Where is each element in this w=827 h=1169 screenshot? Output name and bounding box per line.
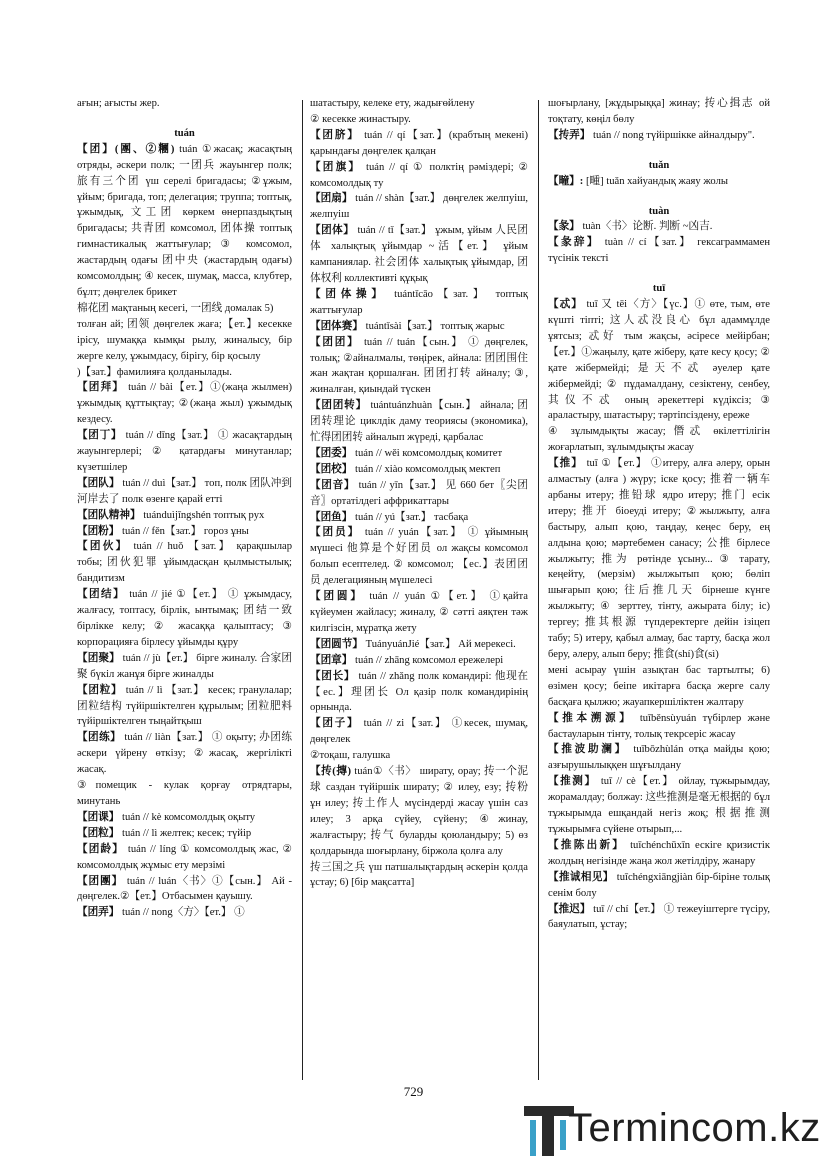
entry-definition: tuán // tǐ【зат.】 ұжым, ұйым 人民团体 халықтық ұйымдар ~活【ет.】 ұйым кампаниялар. 社会团体 халықтық ұйымдар, 团体权利 коллективті құқық xyxy=(310,225,528,284)
dictionary-entry xyxy=(310,128,528,160)
dictionary-entry xyxy=(310,637,528,653)
dictionary-entry xyxy=(77,428,292,476)
dictionary-entry xyxy=(548,742,770,774)
continuation-text: ② кесекке жинастыру. xyxy=(310,113,411,125)
entry-headword: 【忒】 xyxy=(548,299,583,311)
entry-definition: tuán // tuán【сын.】 ① дөңгелек, толық; ②айналмалы, төңірек, айнала: 团团围住 жан жақтан қоршалған. 团团打转 айналу; ③, жиналған, қиындай түскен xyxy=(310,336,528,396)
entry-headword: 【团员】 xyxy=(310,527,361,539)
dictionary-entry xyxy=(548,870,770,902)
syllable-heading: tuán xyxy=(174,127,195,139)
continuation-text: ④ зұлымдықты жасау; 僭忒 өкілеттілігін жоғарлатып, зұлымдықты жасау xyxy=(548,426,770,454)
entry-headword: 【团校】 xyxy=(310,463,353,475)
dictionary-entry xyxy=(310,398,528,446)
entry-headword: 【彖】 xyxy=(548,221,580,233)
dictionary-entry xyxy=(77,142,292,301)
continuation-text: шоғырлану, [жұдырыққа] жинау; 抟心揖志 ой тоқтату, көңіл бөлу xyxy=(548,98,770,125)
entry-definition: tuán // yuán【зат.】 ① ұйымның мүшесі 他算是个好团员 ол жақсы комсомол болып есептелед. ② комсомол; 【ес.】表团团员 делегацияның мүшелесі xyxy=(310,527,528,587)
dictionary-entry xyxy=(77,380,292,428)
entry-headword: 【推迟】 xyxy=(548,903,591,915)
dictionary-entry xyxy=(77,905,292,921)
continuation-text: мені асырау үшін азықтан бас тартылты; 6) өзімен қосу; беіпе икітарға басқа жерге салу басқаға қылжю; жауапкершіліктен жалтару xyxy=(548,664,770,708)
entry-definition: tuán // zi【зат.】 ①кесек, шумақ, дөңгелек xyxy=(310,718,528,746)
entry-definition: tuán // fěn【зат.】 гороз ұны xyxy=(122,525,249,537)
entry-definition: tuàn // cí【зат.】 гексаграммамен түсінік тексті xyxy=(548,237,770,265)
site-logo xyxy=(522,1100,821,1162)
dictionary-entry xyxy=(310,510,528,526)
entry-definition: tuán // xiào комсомолдық мектеп xyxy=(355,463,501,475)
entry-headword: 【团圆节】 xyxy=(310,638,363,650)
entry-headword: 【推波助澜】 xyxy=(548,744,628,756)
entry-definition: tuán // jù【ет.】 бірге жиналу. 合家团聚 бүкіл жанұя бірге жиналды xyxy=(77,652,292,680)
dictionary-entry xyxy=(310,191,528,223)
entry-definition: tuán // kè комсомолдық оқыту xyxy=(122,811,256,823)
entry-headword: 【团子】 xyxy=(310,718,360,730)
entry-headword: 【彖辞】 xyxy=(548,237,600,249)
spacer xyxy=(77,112,292,126)
dictionary-entry xyxy=(548,456,770,663)
entry-definition: tuán // lì 【зат.】 кесек; гранулалар; 团粒结构 түйіршіктелген құрылым; 团粒肥料 түйіршіктелген тыңайтқыш xyxy=(77,684,292,728)
entry-definition: tuīchénchūxīn ескіге қризистік жолдың негізінде жаңа жол жетілдіру, жанару xyxy=(548,839,770,867)
entry-definition: tuán // shàn【зат.】 дөңгелек желпуіш, желпуіш xyxy=(310,193,528,221)
entry-headword: 【推测】 xyxy=(548,776,597,788)
entry-headword: 【团粒】 xyxy=(77,684,123,696)
entry-definition: tuánduìjīngshén топтық рух xyxy=(143,509,265,521)
entry-headword: 【团团】 xyxy=(310,336,360,348)
entry-headword: 【团体操】 xyxy=(310,288,387,300)
entry-definition: tuán // luán〈书〉①【сын.】 Ай - дөңгелек.②【ет.】Отбасымен қауышу. xyxy=(77,875,292,903)
entry-headword: 【团扇】 xyxy=(310,193,353,205)
entry-definition: TuányuánJié【зат.】 Ай мерекесі. xyxy=(365,638,516,650)
dictionary-entry xyxy=(548,219,770,235)
syllable-heading: tuǎn xyxy=(648,159,670,171)
entry-headword: 【团课】 xyxy=(77,811,120,823)
entry-headword: 【团章】 xyxy=(310,654,353,666)
column-divider-1 xyxy=(302,100,303,1080)
entry-definition: tuán // wěi комсомолдық комитет xyxy=(355,447,503,459)
entry-definition: tuībōzhùlán отқа майды қою; азғырушылыққен шұғылдану xyxy=(548,744,770,772)
dictionary-entry xyxy=(77,508,292,524)
continuation-text: ағын; ағысты жер. xyxy=(77,98,160,109)
dictionary-entry xyxy=(310,160,528,192)
column-left xyxy=(77,96,292,1081)
dictionary-entry xyxy=(77,651,292,683)
entry-headword: 【推诚相见】 xyxy=(548,871,614,883)
dictionary-entry xyxy=(77,539,292,587)
dictionary-entry xyxy=(310,335,528,399)
entry-definition: tuī 又 tēi〈方〉【үс.】① өте, тым, өте күшті тіпті; 这人忒没良心 бұл адаммұлде ұятсыз; 忒好 тым жақсы, әсіресе мейірбан; 【ет.】①жаңылу, қате жіберу, қате кесу қосу; ② қате жібермейді; 是天不忒 әуелер қате жібермейді; ② пұдамалдану, сезіктену, сенбеу, 其仪不忒 оның әрекеттері күдіксіз; ③ араластыру, шатастыру; тәртіпсіздену, ереже xyxy=(548,299,770,422)
entry-definition: tuán // huǒ 【зат.】 қарақшылар тобы; 团伙犯罪 ұйымдасқан қылмыстылық; бандитизм xyxy=(77,541,292,585)
dictionary-entry xyxy=(310,589,528,637)
entry-headword: 【团龄】 xyxy=(77,843,125,855)
continuation-text: 抟三国之兵 үш патшалықтардың әскерін қолда ұстау; 6) [бір мақсатта] xyxy=(310,861,528,889)
entry-definition: tuán // zhǎng полк командирі: 他现在【ес.】理团长 Ол қазір полк командирінің орнында. xyxy=(310,670,528,714)
dictionary-entry xyxy=(77,730,292,778)
dictionary-entry xyxy=(310,446,528,462)
dictionary-entry xyxy=(77,810,292,826)
dictionary-entry xyxy=(548,774,770,838)
entry-definition: tuī // chí【ет.】 ① тежеуіштерге түсіру, баяулатып, ұстау; xyxy=(548,903,770,931)
entry-headword: 【团拜】 xyxy=(77,382,125,394)
entry-headword: 【团委】 xyxy=(310,447,353,459)
entry-headword: 【抟弄】 xyxy=(548,129,591,141)
dictionary-entry xyxy=(310,319,528,335)
entry-headword: 【团丁】 xyxy=(77,430,123,442)
entry-headword: 【团弄】 xyxy=(77,907,120,919)
entry-definition: [畽] tuǎn хайуандық жаяу жолы xyxy=(585,175,728,187)
syllable-heading: tuī xyxy=(652,283,666,295)
entry-headword: 【团旗】 xyxy=(310,161,362,173)
entry-definition: tuán // yú【зат.】 тасбақа xyxy=(355,511,469,523)
entry-definition: tuīběnsùyuán түбірлер және бастауларын тінту, толық текрсеріс жасау xyxy=(548,712,770,740)
entry-definition: tuàn〈书〉论断. 判断 ~凶吉. xyxy=(582,221,713,233)
entry-headword: 【抟(摶) xyxy=(310,766,352,778)
dictionary-entry xyxy=(77,476,292,508)
entry-headword: 【团体赛】 xyxy=(310,320,363,332)
entry-headword: 【团圆】 xyxy=(310,591,364,603)
dictionary-entry xyxy=(548,838,770,870)
dictionary-entry xyxy=(548,297,770,424)
entry-definition: tuántǐcāo【зат.】 топтық жаттығулар xyxy=(310,288,528,316)
dictionary-entry xyxy=(77,842,292,874)
entry-definition: tuī // cè【ет.】 ойлау, тұжырымдау, жорамалдау; болжау: 这些推测是毫无根据的 бұл тұжырымда ешқандай негіз жоқ; 根据推测 тұжырымға сүйене отырып,... xyxy=(548,776,770,835)
dictionary-entry xyxy=(310,764,528,859)
continuation-text: ②тоқаш, галушка xyxy=(310,750,391,762)
continuation-text: 棉花团 мақтаның кесегі, 一团线 домалак 5) xyxy=(77,302,274,314)
continuation-text: толған ай; 团领 дөңгелек жаға;【ет.】кесекке ірісу, шумаққа кымқы рылу, жиналысу, бір жерге келу, ұжымдасу, бірігу, бір қосылу xyxy=(77,318,292,362)
dictionary-entry xyxy=(310,525,528,589)
dictionary-entry xyxy=(310,287,528,319)
entry-definition: tuán // qí【зат.】(крабтың мекені) қарындағы дөңгелек қалқан xyxy=(310,129,528,157)
dictionary-entry xyxy=(310,653,528,669)
entry-definition: tuántǐsài【зат.】 топтық жарыс xyxy=(365,320,505,332)
dictionary-entry xyxy=(77,587,292,651)
entry-definition: tuán // liàn【зат.】 ① оқыту; 办团练 әскери үйрену өткізу; ②жасақ, жергілікті жасақ. xyxy=(77,732,292,776)
entry-headword: 【团队】 xyxy=(77,477,120,489)
entry-headword: 【团队精神】 xyxy=(77,509,141,521)
entry-definition: tuī ①【ет.】 ①итеру, алға әлеру, орын алмастыу (алға ) жүру; іске қосу; 推着一辆车 арбаны итеру; 推铅球 ядро итеру; 推门 есік итеру; 推开 біоеуді итеру; ②жылжыту, алға бастыру, алып қою, таңдау, кеңес беру, ең алдына қою; мәртебемен санасу; 公推 бірлесе жылжыту; 推为 рөтінде ұсыну... ③ тарату, кеңейту, (мерзім) жылжытып қою; бөліп шығарып қою; 往后推几天 бірнеше күнге жылжыту; ④ зерттеу, тінту, ажырата білу; іс) тергеу; 推其根源 түпдеректерге дейін ізіцеп табу; 5) итеру, қабыл алмау, бас тарту, басқа жол беру, әлеру, алып беру; 推食(shí)食(sì) xyxy=(548,458,770,660)
page-number: 729 xyxy=(403,1084,424,1099)
syllable-heading: tuàn xyxy=(648,205,670,217)
entry-definition: tuán // yīn【зат.】 见 660 бет〖尖团音〗ортатілдегі аффрикаттары xyxy=(310,479,528,507)
entry-definition: tuán // yuán ①【ет.】 ①қайта күйеумен жайласу; жиналу, ② сәтті аяқтен тәж килгізсін, мұратқа жету xyxy=(310,591,528,634)
entry-definition: tuán // jié ①【ет.】 ① ұжымдасу, жалғасу, топтасу, бірлік, ынтымақ; 团结一致 бірлікке келу; ② жасаққа қалыптасу; ③ корпорацияға бірлесу ұйымды құру xyxy=(77,589,292,648)
dictionary-entry xyxy=(548,174,770,190)
continuation-text: )【зат.】фамилияға қолданылады. xyxy=(77,366,232,378)
entry-headword: 【推陈出新】 xyxy=(548,839,626,851)
continuation-text: шатастыру, келеке ету, жадығөйлену xyxy=(310,98,475,109)
entry-definition: tuán // lì желтек; кесек; түйір xyxy=(122,827,252,839)
entry-definition: tuán // qí ① полктің рәміздері; ② комсомолдық ту xyxy=(310,161,528,189)
dictionary-entry xyxy=(548,711,770,743)
entry-headword: 【推本溯源】 xyxy=(548,712,634,724)
entry-headword: 【团团转】 xyxy=(310,400,367,412)
entry-headword: 【团结】 xyxy=(77,589,126,601)
dictionary-entry xyxy=(548,235,770,267)
entry-definition: tuīchéngxiāngjiàn бір-біріне толық сенім болу xyxy=(548,871,770,899)
entry-definition: tuán // nong түйіршікке айналдыру". xyxy=(593,129,755,141)
entry-headword: 【团】(團、②糰) xyxy=(77,143,175,155)
entry-definition: tuán ①жасақ; жасақтың отряды, әскери полк; 一团兵 жауынгер полк; 旅有三个团 үш серелі бригадасы; ②ұжым, ұйым; бригада, топ; делегация; труппа; топтық, ұжымдық, 文工团 көркем өнерпаздықтың бригадасы; 共青团 комсомол, 团体操 топтық гимнастикалық жаттығулар; ③ комсомол, жастардың одағы 团中央 (жастардың одағы) комсомолдың; ④ кесек, шумақ, масса, клубтер, бұлт; дөңгелек брикет xyxy=(77,143,292,298)
dictionary-entry xyxy=(77,826,292,842)
dictionary-entry xyxy=(310,223,528,287)
dictionary-entry xyxy=(310,669,528,717)
dictionary-entry xyxy=(77,524,292,540)
dictionary-entry xyxy=(77,683,292,731)
entry-definition: tuán // nong〈方〉【ет.】 ① xyxy=(122,907,245,919)
spacer xyxy=(548,190,770,204)
column-middle xyxy=(310,96,528,1081)
column-right xyxy=(548,96,770,1081)
continuation-text: ③помещик - кулак қорғау отрядтары, минутань xyxy=(77,780,292,807)
entry-definition: tuán // bài【ет.】①(жаңа жылмен) ұжымдық құттықтау; ②(жаңа жыл) ұжымдық кездесу. xyxy=(77,382,292,426)
entry-headword: 【团粒】 xyxy=(77,827,120,839)
entry-headword: 【团鱼】 xyxy=(310,511,353,523)
dictionary-entry xyxy=(548,128,770,144)
dictionary-entry xyxy=(548,902,770,934)
spacer xyxy=(548,144,770,158)
entry-headword: 【团体】 xyxy=(310,225,355,237)
entry-definition: tuántuánzhuàn【сын.】 айнала; 团团转理论 циклдік даму теориясы (экономика), 忙得团团转 айналып жүреді, қарбалас xyxy=(310,400,528,444)
entry-headword: 【团音】 xyxy=(310,479,356,491)
dictionary-entry xyxy=(310,478,528,510)
entry-headword: 【团脐】 xyxy=(310,129,360,141)
spacer xyxy=(548,267,770,281)
entry-definition: tuán // dīng【зат.】 ① жасақтардың жауынгерлері; ② қатардағы минутанлар; күзетшілер xyxy=(77,430,292,473)
entry-headword: 【团聚】 xyxy=(77,652,120,664)
entry-definition: tuán // duì【зат.】 топ, полк 团队冲到河岸去了 полк өзенге қарай етті xyxy=(77,477,292,505)
entry-headword: 【团长】 xyxy=(310,670,356,682)
logo-text: Termincom.kz xyxy=(568,1106,821,1150)
entry-headword: 【团伙】 xyxy=(77,541,129,553)
entry-definition: tuán①〈书〉 ширату, орау; 抟一个泥球 саздан түйіршік ширату; ② илеу, езу; 抟粉 ұн илеу; 抟土作人 мүсіндерді жасау үшін саз илеу; 3 арқа сүйеу, сүйену; ④жинау, жалғастыру; 抟气 буларды қоюландыру; 5) өз қолдарында шоғырлану, біржола қолға алу xyxy=(310,766,528,857)
entry-headword: 【团练】 xyxy=(77,732,122,744)
column-divider-2 xyxy=(538,100,539,1080)
entry-headword: 【疃】: xyxy=(548,175,584,187)
entry-definition: tuán // zhāng комсомол ережелері xyxy=(355,654,504,666)
entry-definition: tuán // líng ① комсомолдық жас, ② комсомолдық жұмыс ету мерзімі xyxy=(77,843,292,871)
dictionary-entry xyxy=(310,462,528,478)
dictionary-entry xyxy=(310,716,528,748)
entry-headword: 【团粉】 xyxy=(77,525,120,537)
dictionary-entry xyxy=(77,874,292,906)
entry-headword: 【团團】 xyxy=(77,875,124,887)
entry-headword: 【推】 xyxy=(548,458,583,470)
